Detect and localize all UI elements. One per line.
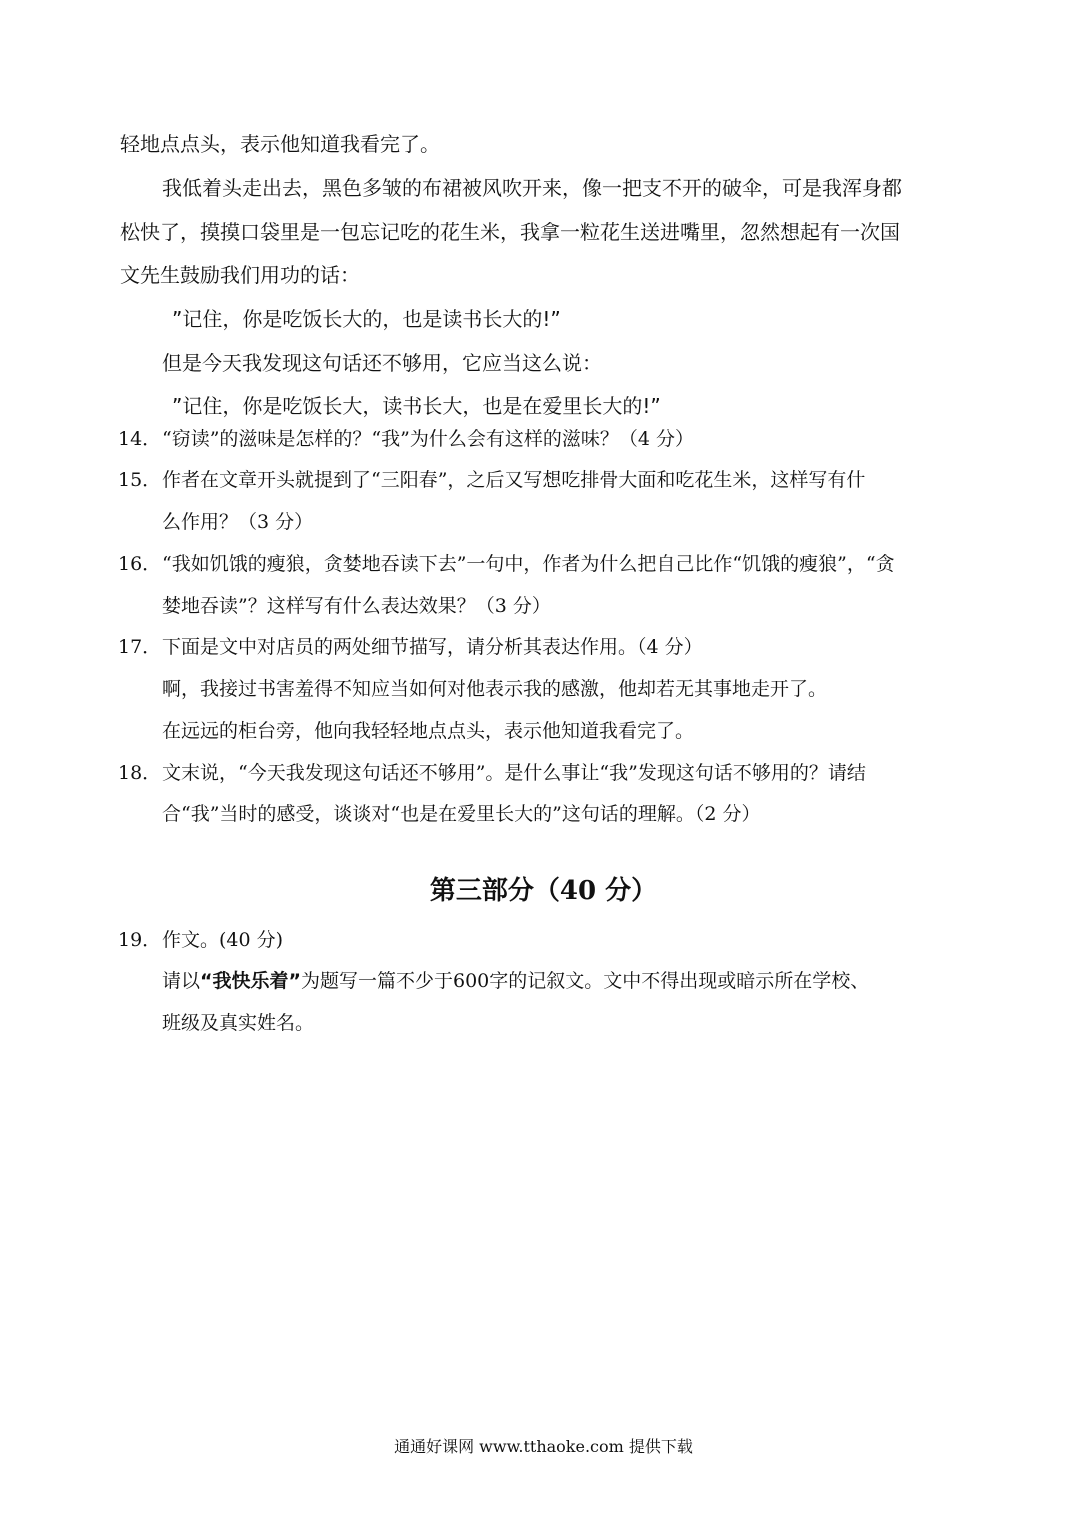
question-text: 合“我”当时的感受，谈谈对“也是在爱里长大的”这句话的理解。（2 分） xyxy=(162,803,761,825)
question-14 xyxy=(118,426,694,452)
question-text: 么作用？（3 分） xyxy=(162,511,314,533)
passage-line: 文先生鼓励我们用功的话： xyxy=(120,263,360,287)
question-16 xyxy=(118,551,895,577)
essay-prompt-post: 为题写一篇不少于600字的记叙文。文中不得出现或暗示所在学校、 xyxy=(301,970,870,992)
essay-prompt-line: 班级及真实姓名。 xyxy=(162,1012,315,1034)
question-text: “我如饥饿的瘦狼，贪婪地吞读下去”一句中，作者为什么把自己比作“饥饿的瘦狼”，“贪 xyxy=(162,553,895,575)
passage-quote: ”记住，你是吃饭长大，读书长大，也是在爱里长大的!” xyxy=(172,394,661,418)
question-text: 作文。(40 分) xyxy=(162,929,284,951)
question-text: “窃读”的滋味是怎样的？“我”为什么会有这样的滋味？（4 分） xyxy=(162,428,694,450)
passage-line: 松快了，摸摸口袋里是一包忘记吃的花生米，我拿一粒花生送进嘴里，忽然想起有一次国 xyxy=(120,220,900,244)
question-15 xyxy=(118,467,865,493)
question-text: 文末说，“今天我发现这句话还不够用”。是什么事让“我”发现这句话不够用的？请结 xyxy=(162,762,866,784)
passage-line: 轻地点点头，表示他知道我看完了。 xyxy=(120,132,440,156)
question-number: 15． xyxy=(118,469,162,491)
question-number: 19． xyxy=(118,929,162,951)
question-excerpt: 在远远的柜台旁，他向我轻轻地点点头，表示他知道我看完了。 xyxy=(162,720,695,742)
page-footer: 通通好课网 www.tthaoke.com 提供下载 xyxy=(394,1437,693,1456)
section-title: 第三部分（40 分） xyxy=(429,876,658,906)
passage-line: 但是今天我发现这句话还不够用，它应当这么说： xyxy=(162,351,602,375)
question-19 xyxy=(118,927,283,953)
question-text: 作者在文章开头就提到了“三阳春”，之后又写想吃排骨大面和吃花生米，这样写有什 xyxy=(162,469,866,491)
question-text: 下面是文中对店员的两处细节描写，请分析其表达作用。（4 分） xyxy=(162,636,703,658)
question-number: 18． xyxy=(118,762,162,784)
question-number: 14． xyxy=(118,428,162,450)
question-17 xyxy=(118,634,703,660)
passage-quote: ”记住，你是吃饭长大的，也是读书长大的!” xyxy=(172,307,561,331)
question-excerpt: 啊，我接过书害羞得不知应当如何对他表示我的感激，他却若无其事地走开了。 xyxy=(162,678,828,700)
question-number: 17． xyxy=(118,636,162,658)
question-18 xyxy=(118,760,866,786)
essay-prompt xyxy=(162,968,869,994)
question-number: 16． xyxy=(118,553,162,575)
question-text: 婪地吞读”？这样写有什么表达效果？（3 分） xyxy=(162,595,551,617)
essay-prompt-pre: 请以 xyxy=(162,970,201,992)
essay-title: “我快乐着” xyxy=(200,970,301,992)
passage-line: 我低着头走出去，黑色多皱的布裙被风吹开来，像一把支不开的破伞，可是我浑身都 xyxy=(162,176,902,200)
